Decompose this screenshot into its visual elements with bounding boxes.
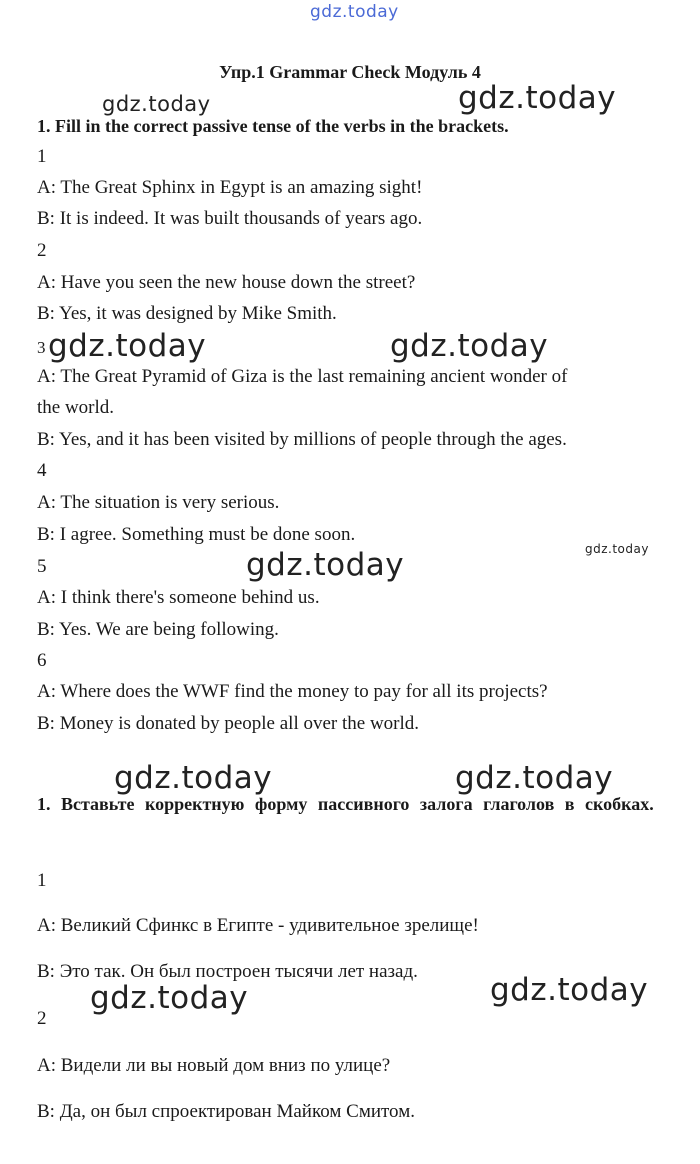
item-number: 2: [37, 240, 47, 261]
dialogue-line-a: A: The situation is very serious.: [37, 492, 280, 513]
dialogue-line-a: A: Have you seen the new house down the street?: [37, 272, 416, 293]
watermark-text: gdz.today: [114, 760, 273, 796]
dialogue-line-a: A: I think there's someone behind us.: [37, 587, 320, 608]
watermark-top: gdz.today: [310, 2, 399, 22]
watermark-text: gdz.today: [458, 80, 617, 116]
dialogue-line-b: B: Money is donated by people all over the world.: [37, 713, 420, 734]
item-number: 5: [37, 556, 47, 577]
dialogue-line-b: B: It is indeed. It was built thousands of years ago.: [37, 208, 423, 229]
item-number: 3: [37, 338, 46, 357]
dialogue-line-a: A: Великий Сфинкс в Египте - удивительное зрелище!: [37, 915, 479, 936]
watermark-text: gdz.today: [490, 972, 649, 1008]
dialogue-line-a: A: The Great Pyramid of Giza is the last remaining ancient wonder of: [37, 366, 568, 387]
watermark-text: gdz.today: [585, 542, 649, 556]
watermark-text: gdz.today: [90, 980, 249, 1016]
watermark-text: gdz.today: [102, 92, 211, 116]
task-heading-en: 1. Fill in the correct passive tense of the verbs in the brackets.: [37, 116, 509, 136]
watermark-text: gdz.today: [246, 547, 405, 583]
watermark-text: gdz.today: [48, 328, 207, 364]
task-heading-ru: 1. Вставьте корректную форму пассивного залога глаголов в скобках.: [37, 794, 654, 814]
watermark-text: gdz.today: [390, 328, 549, 364]
dialogue-line-b: B: Yes. We are being following.: [37, 619, 279, 640]
item-number: 1: [37, 870, 47, 891]
dialogue-line-b: B: Yes, it was designed by Mike Smith.: [37, 303, 337, 324]
item-number: 4: [37, 460, 47, 481]
item-number: 2: [37, 1008, 47, 1029]
page-title: Упр.1 Grammar Check Модуль 4: [219, 62, 481, 82]
dialogue-line-a: A: The Great Sphinx in Egypt is an amazing sight!: [37, 177, 423, 198]
dialogue-line-b: B: Да, он был спроектирован Майком Смитом.: [37, 1101, 415, 1122]
item-number: 6: [37, 650, 47, 671]
dialogue-line-a-cont: the world.: [37, 397, 115, 418]
watermark-text: gdz.today: [455, 760, 614, 796]
dialogue-line-b: B: Это так. Он был построен тысячи лет назад.: [37, 961, 418, 982]
dialogue-line-b: B: I agree. Something must be done soon.: [37, 524, 356, 545]
item-number: 1: [37, 146, 47, 167]
dialogue-line-a: A: Where does the WWF find the money to pay for all its projects?: [37, 681, 548, 702]
dialogue-line-b: B: Yes, and it has been visited by millions of people through the ages.: [37, 429, 567, 450]
dialogue-line-a: A: Видели ли вы новый дом вниз по улице?: [37, 1055, 391, 1076]
